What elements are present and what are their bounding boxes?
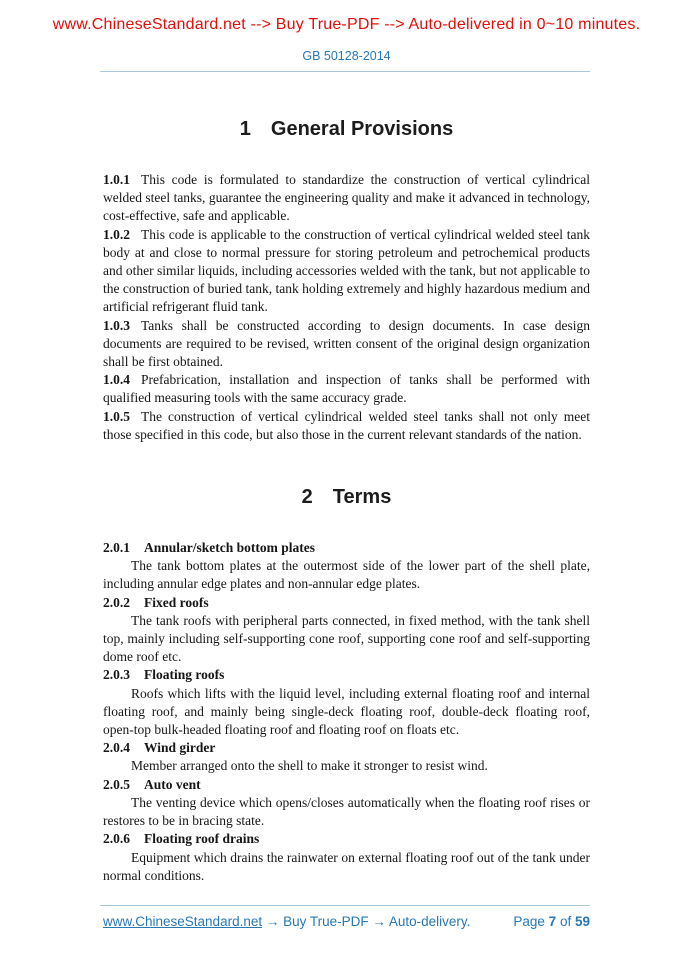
term-definition: The venting device which opens/closes automatically when the floating roof rises or restores to be in bracing state. <box>103 794 590 829</box>
section-2-body <box>103 539 590 885</box>
paragraph-1-0-2 <box>103 226 590 317</box>
paragraph-text: This code is applicable to the construction of vertical cylindrical welded steel tank body at and close to normal pressure for storing petroleum and petrochemical products and other similar liquids, including accessories welded with the tank, but not applicable to the construction of buried tank, tank holding extremely and highly hazardous medium and artificial refrigerant fluid tank. <box>103 226 591 315</box>
term-definition: Roofs which lifts with the liquid level, including external floating roof and internal floating roof, and mainly being single-deck floating roof, double-deck floating roof, open-top bulk-headed floating roof and floating roof on floats etc. <box>103 685 590 738</box>
paragraph-number: 1.0.3 <box>103 317 130 333</box>
term-number: 2.0.1 <box>103 540 130 556</box>
paragraph-1-0-4 <box>103 371 590 407</box>
section-2-title-text: Terms <box>332 486 392 509</box>
section-1-title <box>0 118 693 141</box>
paragraph-text: Tanks shall be constructed according to design documents. In case design documents are required to be revised, written consent of the original design organization shall be first obtained. <box>103 317 590 370</box>
paragraph-text: This code is formulated to standardize the construction of vertical cylindrical welded steel tanks, guarantee the engineering quality and make it advanced in technology, cost-effective, safe and applicable. <box>103 172 590 224</box>
section-2-number: 2 <box>301 486 313 509</box>
paragraph-1-0-5 <box>103 408 590 444</box>
term-definition: The tank bottom plates at the outermost side of the lower part of the shell plate, including annular edge plates and non-annular edge plates. <box>103 558 590 592</box>
term-number: 2.0.5 <box>103 776 130 792</box>
term-number: 2.0.3 <box>103 667 130 683</box>
term-number: 2.0.4 <box>103 740 130 756</box>
section-2-title <box>0 486 693 509</box>
section-1-title-text: General Provisions <box>270 118 454 140</box>
paragraph-1-0-1 <box>103 171 590 226</box>
paragraph-number: 1.0.4 <box>103 372 130 388</box>
term-number: 2.0.6 <box>103 831 130 847</box>
term-number: 2.0.2 <box>103 594 130 610</box>
paragraph-text: The construction of vertical cylindrical welded steel tanks shall not only meet those specified in this code, but also those in the current relevant standards of the nation. <box>103 408 590 442</box>
section-1-number: 1 <box>239 118 251 140</box>
term-title: Floating roofs <box>144 667 225 683</box>
page-total: 59 <box>574 914 590 929</box>
section-1-body <box>103 171 590 444</box>
paragraph-text: Prefabrication, installation and inspection of tanks shall be performed with qualified measuring tools with the same accuracy grade. <box>103 372 590 406</box>
term-heading-2-0-1 <box>103 539 590 557</box>
term-definition: Equipment which drains the rainwater on external floating roof out of the tank under normal conditions. <box>103 849 590 883</box>
footer-promo-tail: → Buy True-PDF → Auto-delivery. <box>265 914 471 929</box>
paragraph-1-0-3 <box>103 317 590 372</box>
term-title: Annular/sketch bottom plates <box>144 540 316 556</box>
promo-banner-link[interactable]: www.ChineseStandard.net --> Buy True-PDF --> Auto-delivered in 0~10 minutes. <box>52 16 641 33</box>
paragraph-number: 1.0.2 <box>103 226 130 242</box>
term-heading-2-0-6 <box>103 830 590 848</box>
term-heading-2-0-4 <box>103 739 590 757</box>
term-heading-2-0-5 <box>103 776 590 794</box>
footer-site-link[interactable]: www.ChineseStandard.net <box>103 914 263 929</box>
term-title: Wind girder <box>144 740 216 756</box>
paragraph-number: 1.0.1 <box>103 172 130 187</box>
term-definition: The tank roofs with peripheral parts connected, in fixed method, with the tank shell top, mainly including self-supporting cone roof, supporting cone roof and self-supporting dome roof etc. <box>103 612 590 665</box>
footer-promo <box>103 914 470 929</box>
page-number: 7 <box>548 914 557 929</box>
paragraph-number: 1.0.5 <box>103 408 130 424</box>
term-heading-2-0-2 <box>103 594 590 612</box>
term-title: Fixed roofs <box>144 594 209 610</box>
term-definition: Member arranged onto the shell to make it stronger to resist wind. <box>131 758 488 774</box>
footer <box>103 914 590 929</box>
term-title: Auto vent <box>144 776 201 792</box>
term-title: Floating roof drains <box>144 831 260 847</box>
footer-divider <box>100 905 590 906</box>
doc-number: GB 50128-2014 <box>302 49 391 63</box>
page-of-label: of <box>559 914 572 929</box>
term-heading-2-0-3 <box>103 666 590 684</box>
page-label: Page <box>513 914 545 929</box>
page-indicator <box>513 914 590 929</box>
header-divider <box>100 71 590 72</box>
